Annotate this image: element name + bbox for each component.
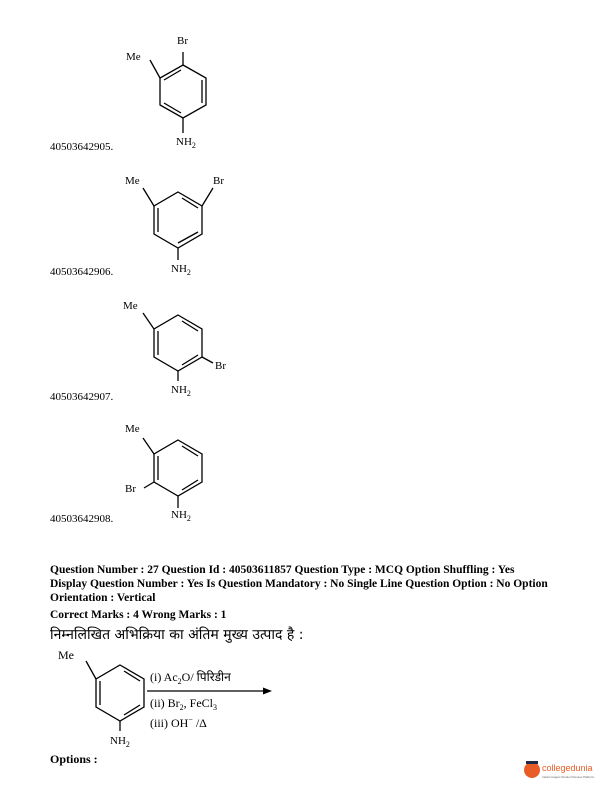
br-label: Br: [177, 35, 188, 47]
collegedunia-logo: [522, 756, 602, 786]
nh2-label: $NH_2$: [176, 136, 196, 150]
condition-2: (ii) $Br_2$, FeCl$_3$: [150, 696, 218, 712]
question-info: [50, 563, 590, 622]
structure-option-2: [115, 170, 245, 275]
options-label: Options :: [50, 752, 98, 766]
nh2-label: $NH_2$: [171, 509, 191, 523]
question-meta-line-2: Display Question Number : Yes Is Question Mandatory : No Single Line Question Option : No Option: [50, 578, 548, 590]
br-label: Br: [215, 360, 226, 372]
reaction-scheme: [50, 645, 290, 750]
option-id: 40503642905.: [50, 141, 114, 153]
svg-text:collegedunia: collegedunia: [542, 763, 593, 773]
question-meta-line-1: Question Number : 27 Question Id : 40503611857 Question Type : MCQ Option Shuffling : Yes: [50, 564, 515, 576]
option-id: 40503642906.: [50, 266, 114, 278]
br-label: Br: [125, 483, 136, 495]
nh2-label: $NH_2$: [171, 263, 191, 275]
condition-1: (i) $Ac_2O/$ पिरिडीन: [150, 670, 231, 686]
structure-option-1: [120, 30, 240, 155]
option-id: 40503642908.: [50, 513, 114, 525]
condition-3: (iii) OH− /Δ: [150, 715, 207, 730]
me-label: Me: [58, 648, 74, 662]
structure-option-3: [115, 295, 245, 400]
svg-text:India's largest Student Review: India's largest Student Review Platform: [542, 775, 595, 779]
option-id: 40503642907.: [50, 391, 114, 403]
structure-option-4: [115, 418, 245, 523]
marks-line: Correct Marks : 4 Wrong Marks : 1: [50, 609, 227, 621]
question-meta-line-3: Orientation : Vertical: [50, 592, 156, 604]
nh2-label: $NH_2$: [171, 384, 191, 398]
br-label: Br: [213, 175, 224, 187]
me-label: Me: [123, 300, 138, 312]
me-label: Me: [126, 51, 141, 63]
me-label: Me: [125, 175, 140, 187]
me-label: Me: [125, 423, 140, 435]
question-text: निम्नलिखित अभिक्रिया का अंतिम मुख्य उत्पाद है :: [50, 627, 304, 643]
nh2-label: $NH_2$: [110, 735, 130, 749]
